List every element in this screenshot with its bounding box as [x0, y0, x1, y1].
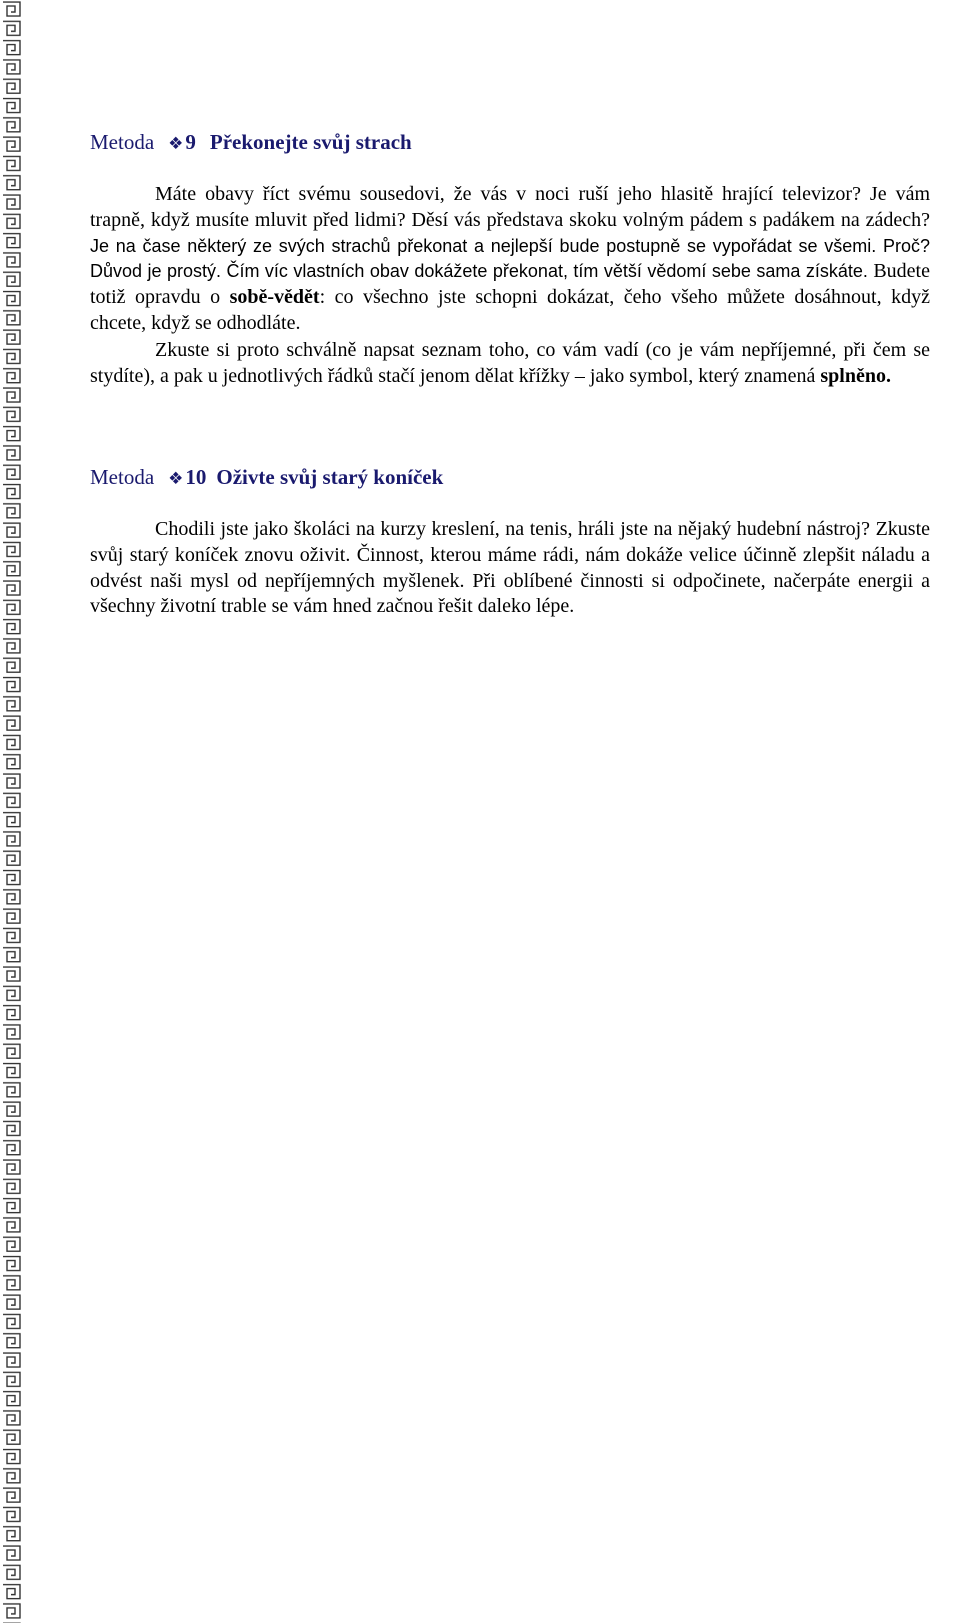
heading-title: Překonejte svůj strach — [209, 130, 412, 154]
paragraph-text: Budete totiž opravdu o — [90, 260, 930, 309]
heading-word: Metoda — [90, 130, 155, 154]
heading-number: 10 — [185, 465, 207, 489]
bold-term: sobě-vědět — [229, 286, 320, 309]
section-metoda-10 — [90, 463, 930, 618]
paragraph-text: Máte obavy říct svému sousedovi, že vás v noci ruší jeho hlasitě hrající televizor? Je vám trapně, když musíte mluvit před lidmi? Děsí vás představa skoku volným pádem s padákem na zádech? — [90, 183, 930, 231]
section-heading — [90, 128, 412, 158]
paragraph — [90, 338, 930, 390]
diamond-ornament-icon: ❖ — [168, 469, 184, 489]
paragraph — [90, 517, 930, 620]
greek-key-border — [0, 0, 24, 1623]
bold-term: splněno. — [820, 364, 891, 387]
diamond-ornament-icon: ❖ — [168, 134, 184, 154]
heading-word: Metoda — [90, 465, 155, 489]
paragraph-text: : co všechno jste schopni dokázat, čeho všeho můžete dosáhnout, když chcete, když se odhodláte. — [90, 286, 930, 334]
paragraph-text: Je na čase některý ze svých strachů překonat a nejlepší bude postupně se vypořádat se všemi. Proč? Důvod je prostý. Čím víc vlastních obav dokážete překonat, tím větší vědomí sebe sama získáte. — [90, 235, 930, 282]
section-metoda-9 — [90, 128, 930, 387]
heading-number: 9 — [185, 130, 196, 154]
paragraph-text: Chodili jste jako školáci na kurzy kreslení, na tenis, hráli jste na nějaký hudební nástroj? Zkuste svůj starý koníček znovu oživit. Činnost, kterou máme rádi, nám dokáže velice účinně zlepšit náladu a odvést naši mysl od nepříjemných myšlenek. Při oblíbené činnosti si odpočinete, načerpáte energii a všechny životní trable se vám hned začnou řešit daleko lépe. — [90, 518, 930, 618]
paragraph-text: Zkuste si proto schválně napsat seznam toho, co vám vadí (co je vám nepříjemné, při čem se stydíte), a pak u jednotlivých řádků stačí jenom dělat křížky – jako symbol, který znamená — [90, 339, 930, 387]
heading-title: Oživte svůj starý koníček — [216, 465, 444, 489]
section-heading — [90, 463, 443, 493]
paragraph — [90, 182, 930, 337]
